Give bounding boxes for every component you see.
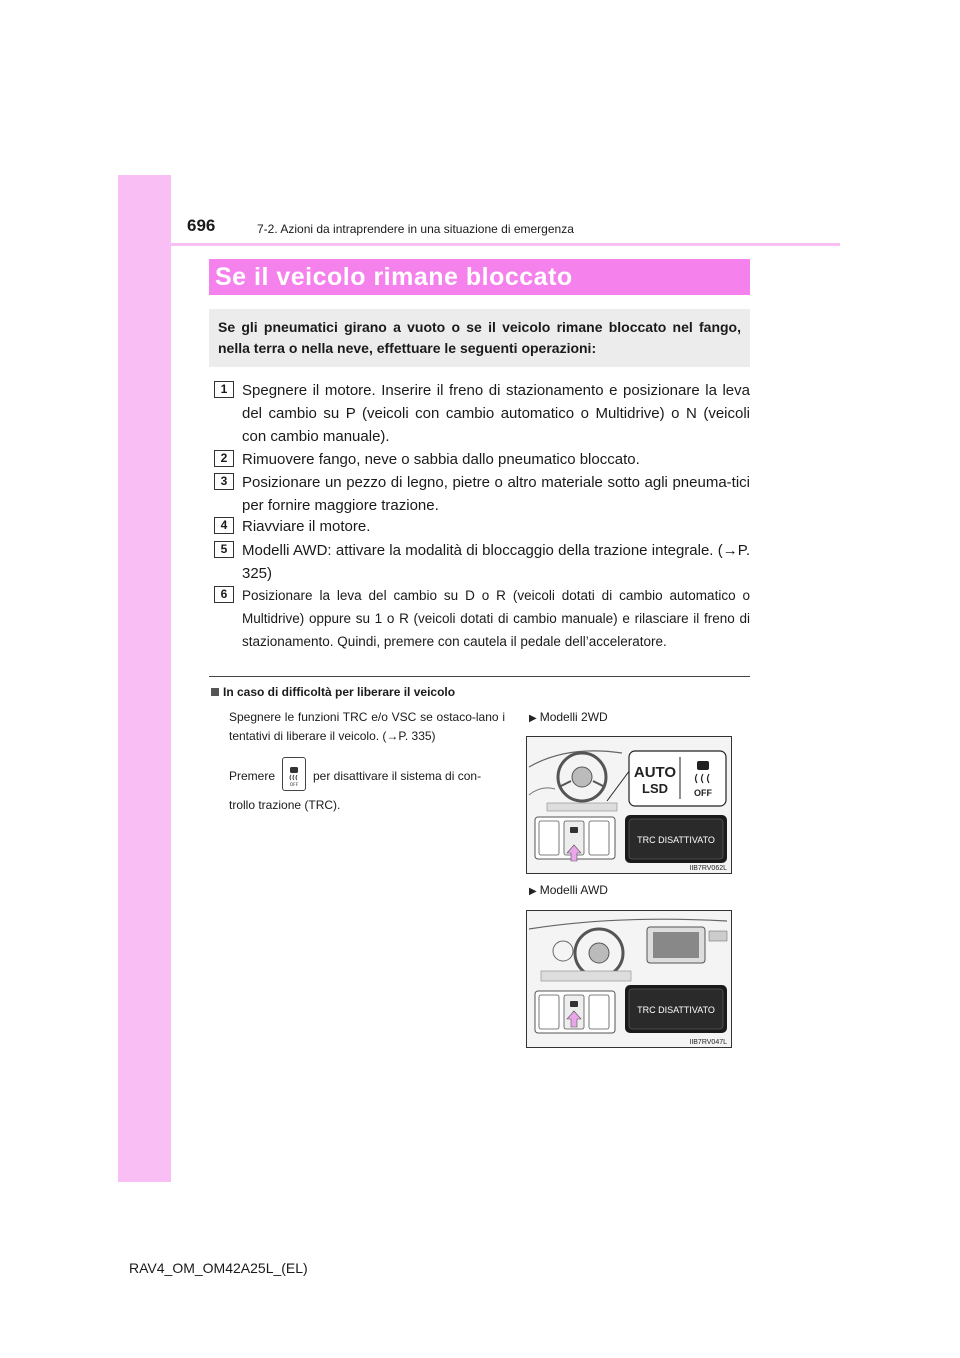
triangle-bullet-icon: ▶	[529, 713, 537, 724]
step-text: Spegnere il motore. Inserire il freno di stazionamento e posizionare la leva del cambio su P (veicoli con cambio automatico o Multidrive) o N (veicoli con cambio manuale).	[242, 382, 750, 445]
document-footer: RAV4_OM_OM42A25L_(EL)	[129, 1260, 308, 1276]
step-text: Posizionare un pezzo di legno, pietre o altro materiale sotto agli pneuma-tici per fornire maggiore trazione.	[242, 474, 750, 514]
svg-text:OFF: OFF	[694, 788, 712, 798]
step-text: Modelli AWD: attivare la modalità di bloccaggio della trazione integrale. (→P. 325)	[242, 542, 750, 582]
note-paragraph: Spegnere le funzioni TRC e/o VSC se ostaco-lano i tentativi di liberare il veicolo. (→P. 335)	[229, 710, 505, 743]
step-text: Posizionare la leva del cambio su D o R (veicoli dotati di cambio automatico o Multidrive) oppure su 1 o R (veicoli dotati di cambio manuale) e rilasciare il freno di stazionamento. Quindi, premere con cautela il pedale dell’acceleratore.	[242, 588, 750, 649]
step-text: Rimuovere fango, neve o sabbia dallo pneumatico bloccato.	[242, 451, 640, 468]
svg-text:AUTO: AUTO	[633, 764, 677, 781]
figure-code: IIB7RV047L	[689, 1039, 727, 1046]
note-text: per disattivare il sistema di con-	[313, 769, 482, 783]
step-number: 5	[214, 541, 234, 558]
page-number: 696	[187, 216, 216, 235]
step-number: 1	[214, 381, 234, 398]
step-number: 4	[214, 517, 234, 534]
figure-awd	[526, 910, 732, 1048]
step-number: 3	[214, 473, 234, 490]
step-number: 2	[214, 450, 234, 467]
section-title: 7-2. Azioni da intraprendere in una situazione di emergenza	[257, 222, 574, 236]
model-label-2wd: ▶ Modelli 2WD	[529, 710, 608, 724]
note-heading	[211, 685, 455, 699]
intro-text: Se gli pneumatici girano a vuoto o se il veicolo rimane bloccato nel fango, nella terra o nella neve, effettuare le seguenti operazioni:	[209, 309, 750, 367]
figure-code: IIB7RV062L	[689, 865, 727, 872]
triangle-bullet-icon: ▶	[529, 886, 537, 897]
page-title: Se il veicolo rimane bloccato	[209, 259, 750, 295]
svg-text:TRC DISATTIVATO: TRC DISATTIVATO	[637, 835, 715, 845]
model-label-awd: ▶ Modelli AWD	[529, 883, 608, 897]
step-text: Riavviare il motore.	[242, 518, 371, 535]
section-divider	[209, 676, 750, 677]
square-bullet-icon	[211, 688, 219, 696]
note-text: trollo trazione (TRC).	[229, 798, 341, 812]
svg-text:OFF: OFF	[289, 783, 299, 788]
svg-text:LSD: LSD	[642, 781, 668, 796]
note-text: Premere	[229, 769, 276, 783]
vsc-off-switch-icon	[282, 757, 306, 791]
note-heading-text: In caso di difficoltà per liberare il veicolo	[223, 685, 456, 699]
svg-text:TRC DISATTIVATO: TRC DISATTIVATO	[637, 1005, 715, 1015]
figure-2wd	[526, 736, 732, 874]
header-rule	[118, 243, 840, 246]
chapter-sidebar-tab	[118, 175, 171, 1182]
step-number: 6	[214, 586, 234, 603]
